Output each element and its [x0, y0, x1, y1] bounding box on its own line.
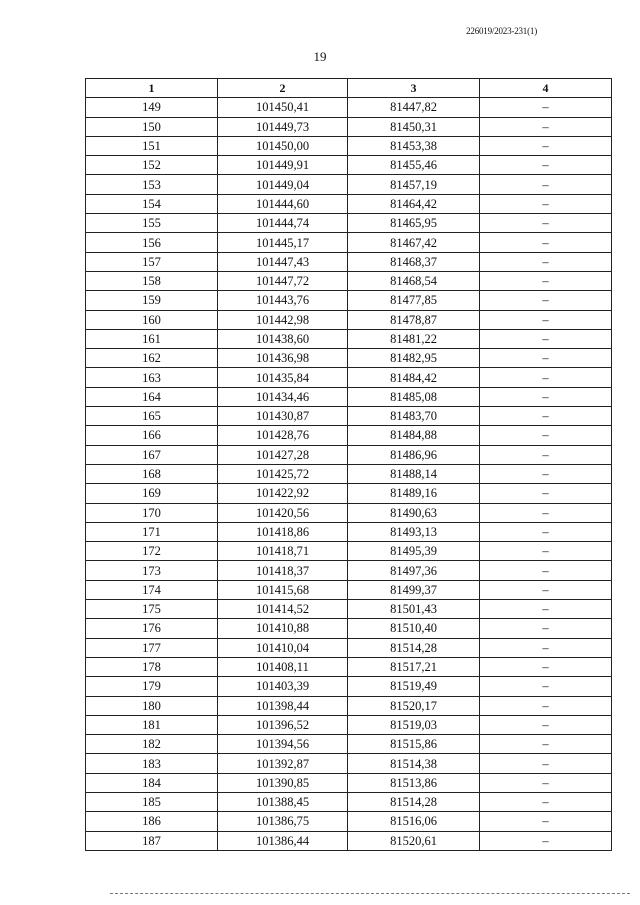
note-cell: –	[480, 561, 612, 580]
table-row	[86, 310, 612, 329]
note-cell: –	[480, 580, 612, 599]
note-cell: –	[480, 638, 612, 657]
y-coordinate-cell: 81455,46	[348, 156, 480, 175]
table-row	[86, 233, 612, 252]
note-cell: –	[480, 445, 612, 464]
y-coordinate-cell: 81482,95	[348, 349, 480, 368]
x-coordinate-cell: 101425,72	[218, 464, 348, 483]
x-coordinate-cell: 101418,86	[218, 522, 348, 541]
note-cell: –	[480, 484, 612, 503]
table-row	[86, 291, 612, 310]
y-coordinate-cell: 81483,70	[348, 407, 480, 426]
y-coordinate-cell: 81515,86	[348, 735, 480, 754]
table-row	[86, 368, 612, 387]
point-number-cell: 182	[86, 735, 218, 754]
y-coordinate-cell: 81484,88	[348, 426, 480, 445]
point-number-cell: 156	[86, 233, 218, 252]
table-row	[86, 677, 612, 696]
table-row	[86, 407, 612, 426]
table-row	[86, 773, 612, 792]
point-number-cell: 177	[86, 638, 218, 657]
table-row	[86, 638, 612, 657]
x-coordinate-cell: 101449,73	[218, 117, 348, 136]
y-coordinate-cell: 81514,28	[348, 792, 480, 811]
point-number-cell: 151	[86, 136, 218, 155]
point-number-cell: 176	[86, 619, 218, 638]
note-cell: –	[480, 715, 612, 734]
table-row	[86, 831, 612, 850]
note-cell: –	[480, 522, 612, 541]
note-cell: –	[480, 329, 612, 348]
y-coordinate-cell: 81486,96	[348, 445, 480, 464]
point-number-cell: 170	[86, 503, 218, 522]
table-row	[86, 329, 612, 348]
table-row	[86, 426, 612, 445]
point-number-cell: 155	[86, 214, 218, 233]
point-number-cell: 187	[86, 831, 218, 850]
y-coordinate-cell: 81499,37	[348, 580, 480, 599]
y-coordinate-cell: 81516,06	[348, 812, 480, 831]
point-number-cell: 153	[86, 175, 218, 194]
point-number-cell: 152	[86, 156, 218, 175]
note-cell: –	[480, 542, 612, 561]
note-cell: –	[480, 117, 612, 136]
point-number-cell: 167	[86, 445, 218, 464]
y-coordinate-cell: 81484,42	[348, 368, 480, 387]
point-number-cell: 181	[86, 715, 218, 734]
note-cell: –	[480, 349, 612, 368]
x-coordinate-cell: 101447,43	[218, 252, 348, 271]
y-coordinate-cell: 81514,28	[348, 638, 480, 657]
table-row	[86, 445, 612, 464]
note-cell: –	[480, 754, 612, 773]
x-coordinate-cell: 101436,98	[218, 349, 348, 368]
x-coordinate-cell: 101415,68	[218, 580, 348, 599]
note-cell: –	[480, 214, 612, 233]
point-number-cell: 154	[86, 194, 218, 213]
table-header-row	[86, 79, 612, 98]
document-id: 226019/2023-231(1)	[466, 26, 537, 36]
y-coordinate-cell: 81489,16	[348, 484, 480, 503]
y-coordinate-cell: 81467,42	[348, 233, 480, 252]
x-coordinate-cell: 101414,52	[218, 600, 348, 619]
point-number-cell: 173	[86, 561, 218, 580]
point-number-cell: 165	[86, 407, 218, 426]
table-row	[86, 98, 612, 117]
x-coordinate-cell: 101408,11	[218, 657, 348, 676]
point-number-cell: 184	[86, 773, 218, 792]
x-coordinate-cell: 101449,91	[218, 156, 348, 175]
x-coordinate-cell: 101410,04	[218, 638, 348, 657]
x-coordinate-cell: 101438,60	[218, 329, 348, 348]
point-number-cell: 171	[86, 522, 218, 541]
y-coordinate-cell: 81468,54	[348, 271, 480, 290]
note-cell: –	[480, 233, 612, 252]
table-row	[86, 542, 612, 561]
y-coordinate-cell: 81517,21	[348, 657, 480, 676]
point-number-cell: 175	[86, 600, 218, 619]
column-header: 4	[480, 79, 612, 98]
table-row	[86, 715, 612, 734]
point-number-cell: 161	[86, 329, 218, 348]
x-coordinate-cell: 101418,71	[218, 542, 348, 561]
y-coordinate-cell: 81478,87	[348, 310, 480, 329]
note-cell: –	[480, 426, 612, 445]
x-coordinate-cell: 101435,84	[218, 368, 348, 387]
note-cell: –	[480, 387, 612, 406]
point-number-cell: 174	[86, 580, 218, 599]
y-coordinate-cell: 81450,31	[348, 117, 480, 136]
note-cell: –	[480, 503, 612, 522]
y-coordinate-cell: 81514,38	[348, 754, 480, 773]
note-cell: –	[480, 831, 612, 850]
table-row	[86, 503, 612, 522]
note-cell: –	[480, 252, 612, 271]
y-coordinate-cell: 81447,82	[348, 98, 480, 117]
table-row	[86, 175, 612, 194]
y-coordinate-cell: 81519,03	[348, 715, 480, 734]
x-coordinate-cell: 101386,44	[218, 831, 348, 850]
point-number-cell: 185	[86, 792, 218, 811]
table-row	[86, 522, 612, 541]
y-coordinate-cell: 81468,37	[348, 252, 480, 271]
table-row	[86, 657, 612, 676]
note-cell: –	[480, 792, 612, 811]
table-row	[86, 387, 612, 406]
note-cell: –	[480, 773, 612, 792]
table-row	[86, 696, 612, 715]
y-coordinate-cell: 81520,17	[348, 696, 480, 715]
note-cell: –	[480, 696, 612, 715]
point-number-cell: 166	[86, 426, 218, 445]
x-coordinate-cell: 101447,72	[218, 271, 348, 290]
table-row	[86, 484, 612, 503]
note-cell: –	[480, 657, 612, 676]
table-row	[86, 464, 612, 483]
page-number: 19	[313, 49, 327, 64]
y-coordinate-cell: 81490,63	[348, 503, 480, 522]
y-coordinate-cell: 81477,85	[348, 291, 480, 310]
x-coordinate-cell: 101418,37	[218, 561, 348, 580]
y-coordinate-cell: 81520,61	[348, 831, 480, 850]
table-row	[86, 735, 612, 754]
table-row	[86, 812, 612, 831]
y-coordinate-cell: 81464,42	[348, 194, 480, 213]
x-coordinate-cell: 101390,85	[218, 773, 348, 792]
coordinates-table	[85, 78, 612, 851]
table-row	[86, 194, 612, 213]
y-coordinate-cell: 81497,36	[348, 561, 480, 580]
point-number-cell: 158	[86, 271, 218, 290]
x-coordinate-cell: 101444,60	[218, 194, 348, 213]
table-row	[86, 117, 612, 136]
point-number-cell: 162	[86, 349, 218, 368]
y-coordinate-cell: 81465,95	[348, 214, 480, 233]
column-header: 1	[86, 79, 218, 98]
y-coordinate-cell: 81488,14	[348, 464, 480, 483]
note-cell: –	[480, 194, 612, 213]
x-coordinate-cell: 101450,00	[218, 136, 348, 155]
table-row	[86, 561, 612, 580]
table-row	[86, 580, 612, 599]
table-row	[86, 136, 612, 155]
x-coordinate-cell: 101386,75	[218, 812, 348, 831]
x-coordinate-cell: 101427,28	[218, 445, 348, 464]
note-cell: –	[480, 291, 612, 310]
x-coordinate-cell: 101434,46	[218, 387, 348, 406]
table-body	[86, 98, 612, 851]
point-number-cell: 159	[86, 291, 218, 310]
y-coordinate-cell: 81485,08	[348, 387, 480, 406]
x-coordinate-cell: 101410,88	[218, 619, 348, 638]
note-cell: –	[480, 464, 612, 483]
x-coordinate-cell: 101422,92	[218, 484, 348, 503]
point-number-cell: 172	[86, 542, 218, 561]
point-number-cell: 160	[86, 310, 218, 329]
x-coordinate-cell: 101442,98	[218, 310, 348, 329]
footer-divider	[110, 893, 630, 894]
x-coordinate-cell: 101420,56	[218, 503, 348, 522]
y-coordinate-cell: 81519,49	[348, 677, 480, 696]
table-row	[86, 252, 612, 271]
note-cell: –	[480, 136, 612, 155]
point-number-cell: 180	[86, 696, 218, 715]
x-coordinate-cell: 101428,76	[218, 426, 348, 445]
note-cell: –	[480, 677, 612, 696]
x-coordinate-cell: 101445,17	[218, 233, 348, 252]
point-number-cell: 163	[86, 368, 218, 387]
point-number-cell: 157	[86, 252, 218, 271]
note-cell: –	[480, 407, 612, 426]
table-row	[86, 271, 612, 290]
table-row	[86, 156, 612, 175]
point-number-cell: 186	[86, 812, 218, 831]
x-coordinate-cell: 101444,74	[218, 214, 348, 233]
point-number-cell: 168	[86, 464, 218, 483]
x-coordinate-cell: 101394,56	[218, 735, 348, 754]
point-number-cell: 149	[86, 98, 218, 117]
x-coordinate-cell: 101392,87	[218, 754, 348, 773]
table-row	[86, 600, 612, 619]
y-coordinate-cell: 81495,39	[348, 542, 480, 561]
note-cell: –	[480, 175, 612, 194]
y-coordinate-cell: 81501,43	[348, 600, 480, 619]
note-cell: –	[480, 156, 612, 175]
point-number-cell: 183	[86, 754, 218, 773]
note-cell: –	[480, 310, 612, 329]
y-coordinate-cell: 81493,13	[348, 522, 480, 541]
x-coordinate-cell: 101403,39	[218, 677, 348, 696]
note-cell: –	[480, 98, 612, 117]
x-coordinate-cell: 101430,87	[218, 407, 348, 426]
table-row	[86, 792, 612, 811]
y-coordinate-cell: 81453,38	[348, 136, 480, 155]
column-header: 2	[218, 79, 348, 98]
note-cell: –	[480, 735, 612, 754]
point-number-cell: 169	[86, 484, 218, 503]
point-number-cell: 164	[86, 387, 218, 406]
point-number-cell: 150	[86, 117, 218, 136]
table-row	[86, 619, 612, 638]
point-number-cell: 179	[86, 677, 218, 696]
point-number-cell: 178	[86, 657, 218, 676]
x-coordinate-cell: 101450,41	[218, 98, 348, 117]
note-cell: –	[480, 271, 612, 290]
table-row	[86, 349, 612, 368]
y-coordinate-cell: 81513,86	[348, 773, 480, 792]
x-coordinate-cell: 101396,52	[218, 715, 348, 734]
y-coordinate-cell: 81457,19	[348, 175, 480, 194]
note-cell: –	[480, 368, 612, 387]
note-cell: –	[480, 600, 612, 619]
note-cell: –	[480, 619, 612, 638]
x-coordinate-cell: 101398,44	[218, 696, 348, 715]
note-cell: –	[480, 812, 612, 831]
x-coordinate-cell: 101388,45	[218, 792, 348, 811]
x-coordinate-cell: 101449,04	[218, 175, 348, 194]
y-coordinate-cell: 81481,22	[348, 329, 480, 348]
table-row	[86, 214, 612, 233]
y-coordinate-cell: 81510,40	[348, 619, 480, 638]
table-row	[86, 754, 612, 773]
column-header: 3	[348, 79, 480, 98]
x-coordinate-cell: 101443,76	[218, 291, 348, 310]
